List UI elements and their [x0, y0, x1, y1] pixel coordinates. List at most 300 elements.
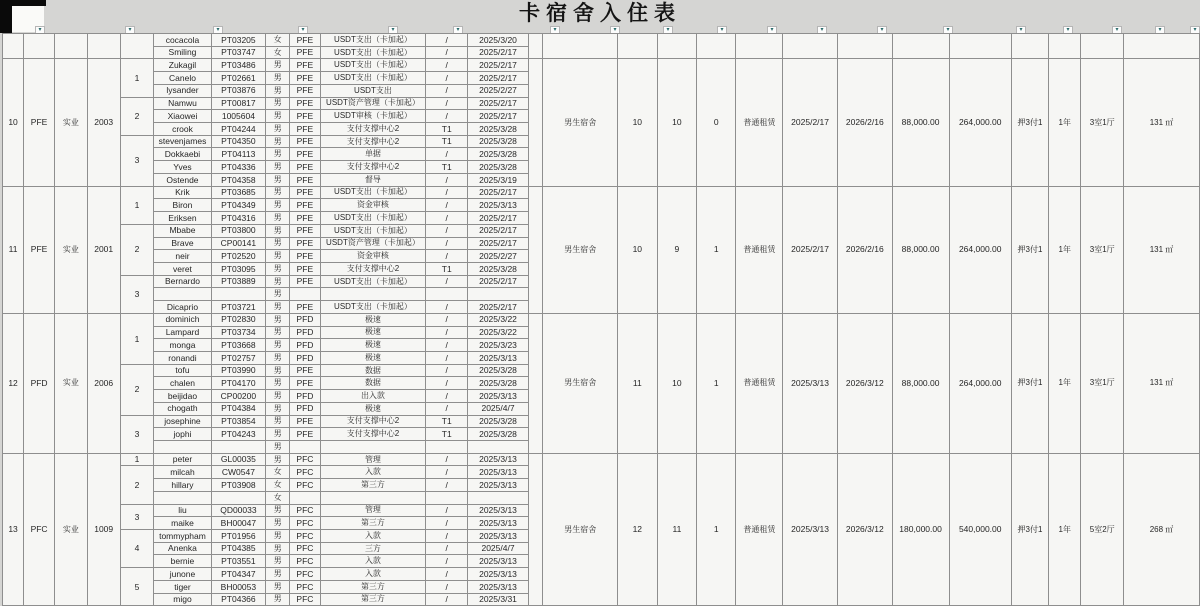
cell-member-id[interactable]: BH00053 — [211, 580, 266, 593]
cell-member-tag[interactable]: / — [426, 517, 468, 530]
cell-member-tag[interactable]: T1 — [426, 415, 468, 428]
cell-member-id[interactable]: PT04347 — [211, 568, 266, 581]
cell-member-dept[interactable]: PFC — [289, 453, 320, 466]
cell-deposit-terms[interactable]: 押3付1 — [1011, 453, 1048, 606]
cell-member-sex[interactable]: 男 — [266, 148, 290, 161]
cell-bed-count[interactable]: 12 — [618, 453, 658, 606]
cell-member-role[interactable] — [320, 491, 425, 504]
cell-member-role[interactable]: 第三方 — [320, 593, 425, 606]
filter-dropdown-icon[interactable]: ▾ — [125, 26, 135, 34]
cell-member-date[interactable]: 2025/3/28 — [468, 377, 528, 390]
cell-block-no[interactable] — [3, 34, 24, 59]
cell-member-name[interactable]: Mbabe — [154, 224, 211, 237]
cell-member-dept[interactable]: PFD — [289, 313, 320, 326]
cell-member-name[interactable]: bernie — [154, 555, 211, 568]
cell-member-sex[interactable]: 男 — [266, 441, 290, 454]
cell-member-name[interactable]: Eriksen — [154, 212, 211, 225]
cell-member-id[interactable]: PT02661 — [211, 72, 266, 85]
cell-member-dept[interactable]: PFE — [289, 161, 320, 174]
filter-dropdown-icon[interactable]: ▾ — [550, 26, 560, 34]
cell-member-sex[interactable]: 男 — [266, 212, 290, 225]
cell-member-role[interactable]: 极速 — [320, 313, 425, 326]
cell-member-sex[interactable]: 男 — [266, 123, 290, 136]
cell-member-role[interactable]: 管理 — [320, 504, 425, 517]
cell-member-name[interactable]: dominich — [154, 313, 211, 326]
cell-member-date[interactable]: 2025/3/22 — [468, 313, 528, 326]
cell-member-name[interactable]: monga — [154, 339, 211, 352]
cell-member-sex[interactable]: 男 — [266, 580, 290, 593]
cell-member-tag[interactable]: T1 — [426, 262, 468, 275]
cell-member-role[interactable]: 支付支撑中心2 — [320, 135, 425, 148]
cell-member-date[interactable]: 2025/4/7 — [468, 542, 528, 555]
cell-lease-end[interactable]: 2026/2/16 — [837, 59, 892, 186]
cell-member-id[interactable]: PT02830 — [211, 313, 266, 326]
cell-member-name[interactable]: Namwu — [154, 97, 211, 110]
cell-member-dept[interactable]: PFD — [289, 351, 320, 364]
cell-member-id[interactable]: PT02520 — [211, 250, 266, 263]
cell-member-name[interactable]: veret — [154, 262, 211, 275]
cell-deposit-terms[interactable]: 押3付1 — [1011, 313, 1048, 453]
cell-member-dept[interactable]: PFC — [289, 466, 320, 479]
cell-monthly-rent[interactable]: 88,000.00 — [892, 186, 949, 313]
cell-member-id[interactable]: PT04358 — [211, 173, 266, 186]
cell-group-no[interactable]: 2 — [120, 466, 154, 504]
filter-dropdown-icon[interactable]: ▾ — [817, 26, 827, 34]
cell-vacant-count[interactable]: 1 — [697, 453, 736, 606]
cell-member-sex[interactable]: 女 — [266, 491, 290, 504]
cell-member-date[interactable]: 2025/3/13 — [468, 555, 528, 568]
cell-member-date[interactable] — [468, 491, 528, 504]
cell-member-name[interactable]: Krik — [154, 186, 211, 199]
cell-member-id[interactable]: CP00141 — [211, 237, 266, 250]
cell-member-tag[interactable]: T1 — [426, 123, 468, 136]
cell-member-tag[interactable]: / — [426, 555, 468, 568]
cell-member-tag[interactable]: / — [426, 453, 468, 466]
cell-member-date[interactable]: 2025/2/17 — [468, 46, 528, 59]
cell-member-dept[interactable]: PFD — [289, 402, 320, 415]
cell-group-no[interactable]: 1 — [120, 313, 154, 364]
cell-lease-type[interactable] — [736, 34, 783, 59]
cell-member-id[interactable]: PT03889 — [211, 275, 266, 288]
filter-dropdown-icon[interactable]: ▾ — [1112, 26, 1122, 34]
cell-member-name[interactable]: Smiling — [154, 46, 211, 59]
cell-member-id[interactable]: PT03876 — [211, 84, 266, 97]
cell-member-date[interactable]: 2025/2/17 — [468, 72, 528, 85]
cell-dorm-type[interactable] — [543, 34, 618, 59]
cell-member-date[interactable]: 2025/3/28 — [468, 135, 528, 148]
cell-vacant-count[interactable]: 1 — [697, 313, 736, 453]
cell-company[interactable]: PFD — [24, 313, 55, 453]
cell-group-no[interactable]: 3 — [120, 415, 154, 453]
filter-dropdown-icon[interactable]: ▾ — [388, 26, 398, 34]
cell-room-number[interactable]: 2006 — [87, 313, 120, 453]
cell-member-role[interactable]: USDT支出（卡加起） — [320, 275, 425, 288]
cell-member-name[interactable]: junone — [154, 568, 211, 581]
cell-monthly-rent[interactable]: 180,000.00 — [892, 453, 949, 606]
cell-member-sex[interactable]: 男 — [266, 275, 290, 288]
cell-occupied-count[interactable]: 9 — [657, 186, 697, 313]
cell-member-role[interactable]: 第三方 — [320, 479, 425, 492]
cell-group-no[interactable]: 1 — [120, 186, 154, 224]
cell-member-sex[interactable]: 男 — [266, 504, 290, 517]
cell-lease-type[interactable]: 普通租赁 — [736, 186, 783, 313]
cell-member-role[interactable]: 督导 — [320, 173, 425, 186]
cell-member-dept[interactable]: PFE — [289, 237, 320, 250]
cell-biz-type[interactable] — [55, 34, 88, 59]
cell-member-sex[interactable]: 女 — [266, 46, 290, 59]
cell-member-dept[interactable]: PFC — [289, 542, 320, 555]
cell-total-rent[interactable]: 264,000.00 — [949, 313, 1011, 453]
cell-member-date[interactable]: 2025/3/19 — [468, 173, 528, 186]
cell-lease-type[interactable]: 普通租赁 — [736, 453, 783, 606]
cell-member-dept[interactable]: PFC — [289, 580, 320, 593]
cell-member-id[interactable]: PT04316 — [211, 212, 266, 225]
filter-dropdown-icon[interactable]: ▾ — [1155, 26, 1165, 34]
filter-dropdown-icon[interactable]: ▾ — [610, 26, 620, 34]
cell-lease-end[interactable]: 2026/3/12 — [837, 313, 892, 453]
cell-member-date[interactable]: 2025/3/28 — [468, 364, 528, 377]
cell-member-role[interactable]: 入款 — [320, 466, 425, 479]
cell-member-dept[interactable]: PFE — [289, 59, 320, 72]
cell-member-role[interactable]: 支付支撑中心2 — [320, 262, 425, 275]
cell-member-role[interactable]: USDT支出（卡加起） — [320, 212, 425, 225]
cell-member-id[interactable]: PT02757 — [211, 351, 266, 364]
cell-member-role[interactable]: USDT支出（卡加起） — [320, 224, 425, 237]
cell-member-tag[interactable]: / — [426, 186, 468, 199]
cell-member-name[interactable]: Ostende — [154, 173, 211, 186]
cell-total-rent[interactable]: 264,000.00 — [949, 59, 1011, 186]
cell-block-no[interactable]: 12 — [3, 313, 24, 453]
cell-member-date[interactable] — [468, 441, 528, 454]
cell-room-layout[interactable]: 3室1厅 — [1081, 59, 1124, 186]
cell-member-name[interactable]: chogath — [154, 402, 211, 415]
cell-member-sex[interactable]: 男 — [266, 237, 290, 250]
cell-member-sex[interactable]: 女 — [266, 466, 290, 479]
cell-lease-term[interactable]: 1年 — [1049, 59, 1081, 186]
cell-member-id[interactable]: 1005604 — [211, 110, 266, 123]
cell-member-tag[interactable] — [426, 491, 468, 504]
cell-member-id[interactable]: PT04350 — [211, 135, 266, 148]
cell-member-id[interactable] — [211, 441, 266, 454]
cell-member-id[interactable]: PT00817 — [211, 97, 266, 110]
cell-member-sex[interactable]: 男 — [266, 97, 290, 110]
cell-member-dept[interactable]: PFC — [289, 479, 320, 492]
cell-member-name[interactable]: Anenka — [154, 542, 211, 555]
cell-member-date[interactable]: 2025/2/27 — [468, 250, 528, 263]
cell-member-id[interactable]: PT03486 — [211, 59, 266, 72]
filter-dropdown-icon[interactable]: ▾ — [35, 26, 45, 34]
cell-group-no[interactable]: 4 — [120, 530, 154, 568]
cell-block-no[interactable]: 10 — [3, 59, 24, 186]
cell-member-tag[interactable]: / — [426, 542, 468, 555]
cell-room-layout[interactable] — [1081, 34, 1124, 59]
cell-member-dept[interactable]: PFE — [289, 72, 320, 85]
cell-member-dept[interactable] — [289, 491, 320, 504]
cell-group-no[interactable]: 3 — [120, 135, 154, 186]
cell-member-id[interactable]: QD00033 — [211, 504, 266, 517]
cell-member-role[interactable]: 资金审核 — [320, 250, 425, 263]
cell-member-name[interactable]: Brave — [154, 237, 211, 250]
cell-member-sex[interactable]: 男 — [266, 224, 290, 237]
cell-lease-term[interactable]: 1年 — [1049, 186, 1081, 313]
cell-member-id[interactable]: PT03205 — [211, 34, 266, 47]
cell-member-tag[interactable]: / — [426, 402, 468, 415]
cell-member-dept[interactable]: PFE — [289, 428, 320, 441]
cell-lease-end[interactable]: 2026/2/16 — [837, 186, 892, 313]
cell-member-date[interactable]: 2025/2/17 — [468, 97, 528, 110]
cell-room-number[interactable]: 1009 — [87, 453, 120, 606]
cell-member-name[interactable]: Dicaprio — [154, 301, 211, 314]
cell-member-date[interactable]: 2025/2/17 — [468, 301, 528, 314]
cell-member-sex[interactable]: 男 — [266, 402, 290, 415]
cell-member-id[interactable]: PT03685 — [211, 186, 266, 199]
cell-member-dept[interactable]: PFE — [289, 212, 320, 225]
cell-member-date[interactable]: 2025/3/28 — [468, 428, 528, 441]
cell-member-name[interactable]: neir — [154, 250, 211, 263]
cell-member-date[interactable]: 2025/2/27 — [468, 84, 528, 97]
cell-member-dept[interactable] — [289, 288, 320, 301]
cell-deposit-terms[interactable]: 押3付1 — [1011, 59, 1048, 186]
cell-block-no[interactable]: 13 — [3, 453, 24, 606]
cell-member-id[interactable] — [211, 491, 266, 504]
cell-member-sex[interactable]: 男 — [266, 453, 290, 466]
cell-room-layout[interactable]: 3室1厅 — [1081, 186, 1124, 313]
cell-member-dept[interactable]: PFD — [289, 339, 320, 352]
cell-member-tag[interactable]: / — [426, 148, 468, 161]
cell-member-tag[interactable]: / — [426, 173, 468, 186]
cell-monthly-rent[interactable]: 88,000.00 — [892, 313, 949, 453]
cell-member-role[interactable]: USDT资产管理（卡加起） — [320, 97, 425, 110]
cell-member-role[interactable]: 管理 — [320, 453, 425, 466]
cell-member-name[interactable]: lysander — [154, 84, 211, 97]
cell-member-role[interactable]: USDT支出（卡加起） — [320, 34, 425, 47]
cell-member-name[interactable]: migo — [154, 593, 211, 606]
cell-monthly-rent[interactable] — [892, 34, 949, 59]
cell-member-name[interactable]: peter — [154, 453, 211, 466]
cell-member-sex[interactable]: 男 — [266, 262, 290, 275]
cell-member-sex[interactable]: 男 — [266, 161, 290, 174]
cell-member-sex[interactable]: 男 — [266, 593, 290, 606]
cell-member-tag[interactable]: / — [426, 97, 468, 110]
cell-total-rent[interactable]: 540,000.00 — [949, 453, 1011, 606]
cell-block-no[interactable]: 11 — [3, 186, 24, 313]
cell-company[interactable]: PFC — [24, 453, 55, 606]
cell-member-role[interactable]: 第三方 — [320, 517, 425, 530]
cell-member-sex[interactable]: 男 — [266, 351, 290, 364]
cell-member-name[interactable]: jophi — [154, 428, 211, 441]
cell-member-id[interactable]: PT04384 — [211, 402, 266, 415]
cell-occupied-count[interactable] — [657, 34, 697, 59]
cell-member-name[interactable]: tofu — [154, 364, 211, 377]
cell-member-date[interactable]: 2025/2/17 — [468, 59, 528, 72]
cell-biz-type[interactable]: 实业 — [55, 186, 88, 313]
cell-member-role[interactable]: USDT支出（卡加起） — [320, 186, 425, 199]
filter-dropdown-icon[interactable]: ▾ — [1016, 26, 1026, 34]
cell-member-date[interactable]: 2025/3/22 — [468, 326, 528, 339]
cell-bed-count[interactable] — [618, 34, 658, 59]
cell-group-no[interactable]: 2 — [120, 364, 154, 415]
cell-member-id[interactable]: PT03551 — [211, 555, 266, 568]
cell-member-id[interactable]: BH00047 — [211, 517, 266, 530]
cell-member-name[interactable]: tiger — [154, 580, 211, 593]
cell-member-dept[interactable]: PFE — [289, 250, 320, 263]
cell-member-dept[interactable]: PFC — [289, 504, 320, 517]
cell-member-tag[interactable]: T1 — [426, 135, 468, 148]
cell-member-name[interactable]: crook — [154, 123, 211, 136]
cell-member-name[interactable]: cocacola — [154, 34, 211, 47]
cell-member-date[interactable] — [468, 288, 528, 301]
cell-member-role[interactable]: 支付支撑中心2 — [320, 123, 425, 136]
cell-member-tag[interactable]: / — [426, 593, 468, 606]
cell-group-no[interactable]: 1 — [120, 453, 154, 466]
cell-member-date[interactable]: 2025/3/13 — [468, 504, 528, 517]
cell-member-tag[interactable]: / — [426, 212, 468, 225]
cell-member-dept[interactable]: PFE — [289, 84, 320, 97]
cell-spacer[interactable] — [528, 59, 543, 186]
cell-member-sex[interactable]: 男 — [266, 377, 290, 390]
cell-vacant-count[interactable]: 1 — [697, 186, 736, 313]
cell-member-dept[interactable]: PFE — [289, 34, 320, 47]
cell-member-name[interactable]: beijidao — [154, 390, 211, 403]
cell-member-id[interactable]: PT04170 — [211, 377, 266, 390]
cell-group-no[interactable]: 3 — [120, 275, 154, 313]
cell-member-name[interactable]: Biron — [154, 199, 211, 212]
cell-member-role[interactable]: 第三方 — [320, 580, 425, 593]
filter-dropdown-icon[interactable]: ▾ — [877, 26, 887, 34]
cell-member-dept[interactable]: PFE — [289, 46, 320, 59]
cell-room-layout[interactable]: 3室1厅 — [1081, 313, 1124, 453]
cell-member-role[interactable]: 单据 — [320, 148, 425, 161]
cell-room-number[interactable]: 2001 — [87, 186, 120, 313]
cell-member-sex[interactable]: 男 — [266, 288, 290, 301]
cell-member-tag[interactable]: / — [426, 199, 468, 212]
cell-member-tag[interactable] — [426, 441, 468, 454]
cell-member-id[interactable]: PT03908 — [211, 479, 266, 492]
cell-member-id[interactable]: PT04366 — [211, 593, 266, 606]
cell-member-date[interactable]: 2025/3/28 — [468, 415, 528, 428]
cell-member-role[interactable]: 出入款 — [320, 390, 425, 403]
cell-member-sex[interactable]: 男 — [266, 313, 290, 326]
cell-member-id[interactable]: PT01956 — [211, 530, 266, 543]
cell-member-name[interactable]: Lampard — [154, 326, 211, 339]
cell-member-sex[interactable]: 男 — [266, 199, 290, 212]
cell-member-sex[interactable]: 女 — [266, 479, 290, 492]
cell-room-number[interactable] — [87, 34, 120, 59]
cell-member-sex[interactable]: 男 — [266, 186, 290, 199]
cell-member-sex[interactable]: 男 — [266, 428, 290, 441]
cell-spacer[interactable] — [528, 186, 543, 313]
cell-lease-start[interactable]: 2025/3/13 — [783, 313, 838, 453]
cell-member-dept[interactable]: PFC — [289, 555, 320, 568]
cell-member-date[interactable]: 2025/3/28 — [468, 161, 528, 174]
cell-member-tag[interactable]: / — [426, 326, 468, 339]
cell-member-tag[interactable]: / — [426, 339, 468, 352]
cell-member-sex[interactable]: 男 — [266, 301, 290, 314]
cell-member-name[interactable]: chalen — [154, 377, 211, 390]
cell-bed-count[interactable]: 10 — [618, 186, 658, 313]
cell-member-sex[interactable]: 男 — [266, 517, 290, 530]
cell-member-dept[interactable]: PFE — [289, 415, 320, 428]
cell-total-rent[interactable] — [949, 34, 1011, 59]
cell-group-no[interactable] — [120, 34, 154, 59]
cell-member-id[interactable]: PT04243 — [211, 428, 266, 441]
cell-room-area[interactable]: 131 ㎡ — [1124, 313, 1200, 453]
cell-member-name[interactable]: Canelo — [154, 72, 211, 85]
cell-member-tag[interactable]: / — [426, 351, 468, 364]
cell-member-sex[interactable]: 男 — [266, 390, 290, 403]
cell-member-dept[interactable]: PFE — [289, 97, 320, 110]
cell-member-role[interactable]: USDT支出（卡加起） — [320, 59, 425, 72]
cell-member-dept[interactable]: PFE — [289, 186, 320, 199]
cell-member-sex[interactable]: 男 — [266, 568, 290, 581]
cell-member-dept[interactable]: PFE — [289, 301, 320, 314]
cell-lease-type[interactable]: 普通租赁 — [736, 313, 783, 453]
cell-member-id[interactable]: PT03668 — [211, 339, 266, 352]
cell-bed-count[interactable]: 10 — [618, 59, 658, 186]
cell-monthly-rent[interactable]: 88,000.00 — [892, 59, 949, 186]
cell-total-rent[interactable]: 264,000.00 — [949, 186, 1011, 313]
cell-member-role[interactable]: USDT支出（卡加起） — [320, 301, 425, 314]
cell-member-id[interactable]: CW0547 — [211, 466, 266, 479]
cell-member-role[interactable]: 数据 — [320, 364, 425, 377]
cell-member-dept[interactable]: PFD — [289, 326, 320, 339]
cell-lease-term[interactable] — [1049, 34, 1081, 59]
cell-member-sex[interactable]: 男 — [266, 542, 290, 555]
cell-deposit-terms[interactable] — [1011, 34, 1048, 59]
cell-biz-type[interactable]: 实业 — [55, 313, 88, 453]
cell-dorm-type[interactable]: 男生宿舍 — [543, 453, 618, 606]
cell-group-no[interactable]: 1 — [120, 59, 154, 97]
cell-member-id[interactable]: PT04385 — [211, 542, 266, 555]
cell-member-dept[interactable]: PFD — [289, 390, 320, 403]
cell-member-tag[interactable]: / — [426, 313, 468, 326]
cell-member-dept[interactable] — [289, 441, 320, 454]
cell-member-role[interactable]: USDT支出（卡加起） — [320, 72, 425, 85]
cell-member-tag[interactable]: / — [426, 530, 468, 543]
cell-member-sex[interactable]: 男 — [266, 110, 290, 123]
cell-member-role[interactable] — [320, 441, 425, 454]
filter-dropdown-icon[interactable]: ▾ — [1063, 26, 1073, 34]
cell-member-date[interactable]: 2025/3/28 — [468, 262, 528, 275]
cell-member-date[interactable]: 2025/3/13 — [468, 390, 528, 403]
cell-member-dept[interactable]: PFC — [289, 517, 320, 530]
cell-deposit-terms[interactable]: 押3付1 — [1011, 186, 1048, 313]
cell-member-date[interactable]: 2025/4/7 — [468, 402, 528, 415]
cell-member-id[interactable]: PT04336 — [211, 161, 266, 174]
cell-room-area[interactable]: 131 ㎡ — [1124, 59, 1200, 186]
cell-lease-end[interactable]: 2026/3/12 — [837, 453, 892, 606]
cell-member-tag[interactable] — [426, 288, 468, 301]
cell-member-role[interactable]: 支付支撑中心2 — [320, 161, 425, 174]
cell-member-sex[interactable]: 女 — [266, 34, 290, 47]
cell-member-id[interactable]: PT03721 — [211, 301, 266, 314]
cell-member-dept[interactable]: PFE — [289, 173, 320, 186]
cell-member-name[interactable]: stevenjames — [154, 135, 211, 148]
cell-member-tag[interactable]: / — [426, 301, 468, 314]
cell-member-role[interactable]: 极速 — [320, 351, 425, 364]
cell-member-id[interactable]: PT03095 — [211, 262, 266, 275]
cell-vacant-count[interactable] — [697, 34, 736, 59]
cell-member-role[interactable]: 数据 — [320, 377, 425, 390]
cell-member-tag[interactable]: / — [426, 84, 468, 97]
cell-member-sex[interactable]: 男 — [266, 415, 290, 428]
cell-occupied-count[interactable]: 11 — [657, 453, 697, 606]
cell-member-id[interactable]: PT03747 — [211, 46, 266, 59]
filter-dropdown-icon[interactable]: ▾ — [298, 26, 308, 34]
cell-spacer[interactable] — [528, 34, 543, 59]
cell-member-dept[interactable]: PFE — [289, 148, 320, 161]
cell-member-role[interactable]: 支付支撑中心2 — [320, 428, 425, 441]
